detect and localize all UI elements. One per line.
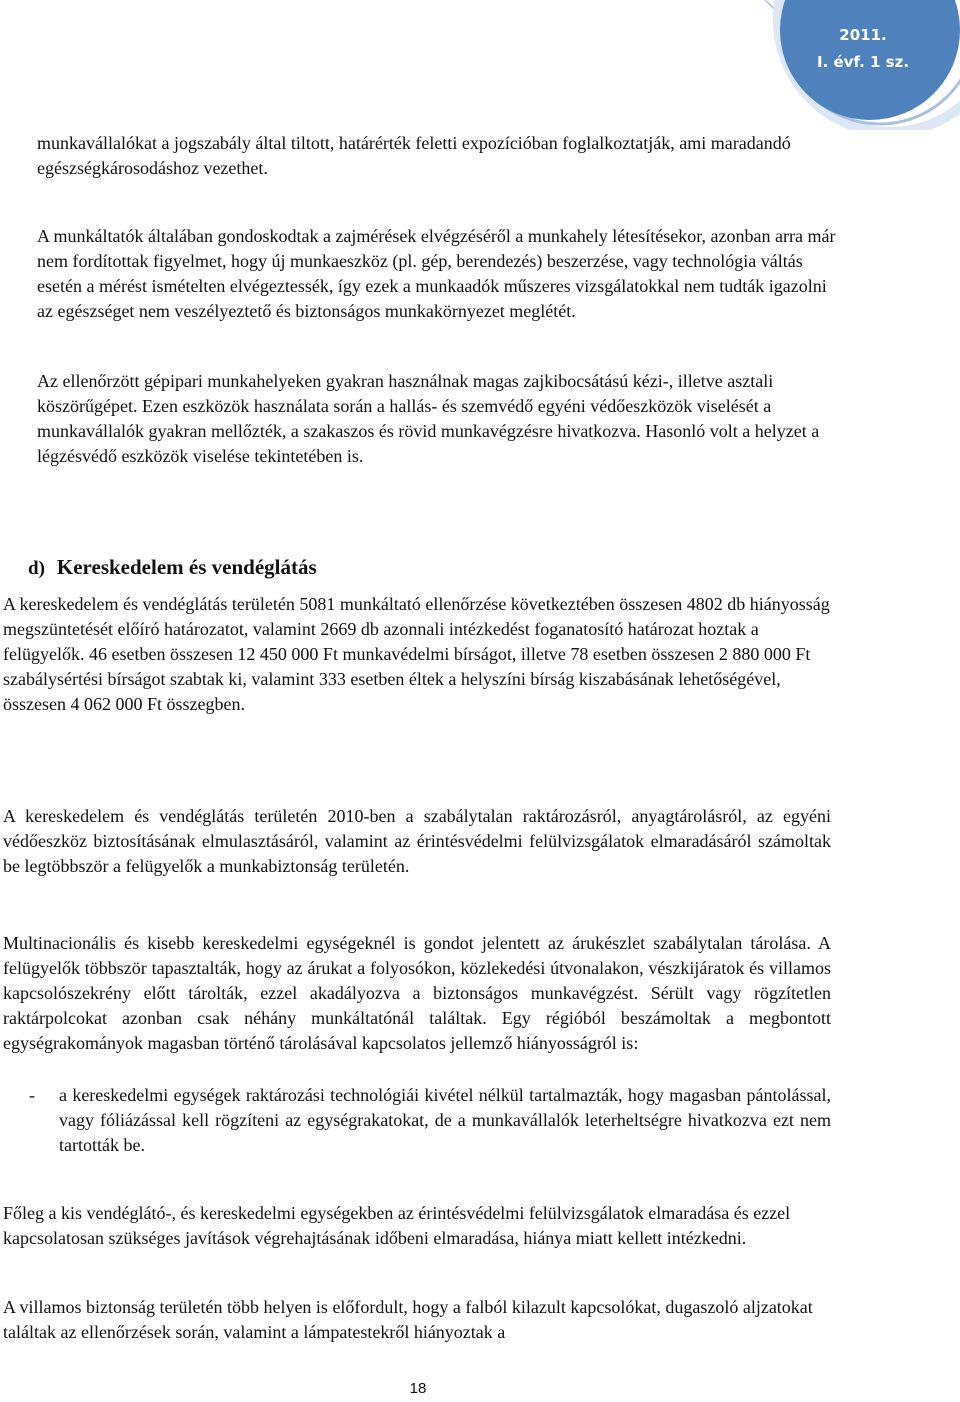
section-title: Kereskedelem és vendéglátás	[56, 555, 317, 579]
paragraph-electrical-safety: A villamos biztonság területén több helyen is előfordult, hogy a falból kilazult kapcsolókat, dugaszoló aljzatokat találtak az ellenőrzések során, valamint a lámpatestekről hiányoztak a	[3, 1297, 813, 1342]
paragraph-grinding-machines: Az ellenőrzött gépipari munkahelyeken gyakran használnak magas zajkibocsátású kézi-, illetve asztali köszörűgépet. Ezen eszközök használata során a hallás- és szemvédő egyéni védőeszközök viselését a munkavállalók gyakran mellőzték, a szakaszos és rövid munkavégzésre hivatkozva. Hasonló volt a helyzet a légzésvédő eszközök viselése tekintetében is.	[37, 371, 820, 466]
section-heading	[28, 553, 317, 583]
paragraph-storage-issues: Multinacionális és kisebb kereskedelmi egységeknél is gondot jelentett az árukészlet szabálytalan tárolása. A felügyelők többször tapasztalták, hogy az árukat a folyosókon, közlekedési útvonalakon, vészkijáratok és villamos kapcsolószekrény előtt tárolták, ezzel akadályozva a biztonságos munkavégzést. Sérült vagy rögzítetlen raktárpolcokat azonban csak néhány munkáltatónál találtak. Egy régióból beszámoltak a megbontott egységrakományok magasban történő tárolásával kapcsolatos jellemző hiányosságról is:	[3, 933, 831, 1053]
bullet-text: a kereskedelmi egységek raktározási technológiái kivétel nélkül tartalmazták, hogy magasban pántolással, vagy fóliázással kell rögzíteni az egységrakatokat, de a munkavállalók leterheltségre hivatkozva ezt nem tartották be.	[59, 1085, 831, 1155]
paragraph-inspection-stats: A kereskedelem és vendéglátás területén 5081 munkáltató ellenőrzése következtében összesen 4802 db hiányosság megszüntetését előíró határozatot, valamint 2669 db azonnali intézkedést foganatosító határozat hoztak a felügyelők. 46 esetben összesen 12 450 000 Ft munkavédelmi bírságot, illetve 78 esetben összesen 2 880 000 Ft szabálysértési bírságot szabtak ki, valamint 333 esetben éltek a helyszíni bírság kiszabásának lehetőségével, összesen 4 062 000 Ft összegben.	[3, 594, 830, 714]
badge-issue: I. évf. 1 sz.	[816, 53, 910, 71]
paragraph-exposure: munkavállalókat a jogszabály által tiltott, határérték feletti expozícióban foglalkoztatják, ami maradandó egészségkárosodáshoz vezethet.	[37, 133, 791, 178]
paragraph-noise-measurement: A munkáltatók általában gondoskodtak a zajmérések elvégzéséről a munkahely létesítésekor, azonban arra már nem fordítottak figyelmet, hogy új munkaeszköz (pl. gép, berendezés) beszerzése, vagy technológia váltás esetén a mérést ismételten elvégeztessék, így ezek a munkaadók műszeres vizsgálatokkal nem tudták igazolni az egészséget nem veszélyeztető és biztonságos munkakörnyezet meglétét.	[37, 226, 836, 321]
page-number: 18	[409, 1380, 427, 1397]
paragraph-common-violations: A kereskedelem és vendéglátás területén 2010-ben a szabálytalan raktározásról, anyagtárolásról, az egyéni védőeszköz biztosításának elmulasztásáról, valamint az érintésvédelmi felülvizsgálatok elmaradásáról számoltak be legtöbbször a felügyelők a munkabiztonság területén.	[3, 806, 831, 876]
issue-badge	[740, 0, 960, 130]
badge-year: 2011.	[839, 26, 887, 44]
bullet-marker: -	[29, 1085, 35, 1105]
section-letter: d)	[28, 558, 45, 579]
paragraph-electrical-inspections: Főleg a kis vendéglátó-, és kereskedelmi egységekben az érintésvédelmi felülvizsgálatok elmaradása és ezzel kapcsolatosan szükséges javítások végrehajtásának időbeni elmaradása, hiánya miatt kellett intézkedni.	[3, 1203, 791, 1248]
